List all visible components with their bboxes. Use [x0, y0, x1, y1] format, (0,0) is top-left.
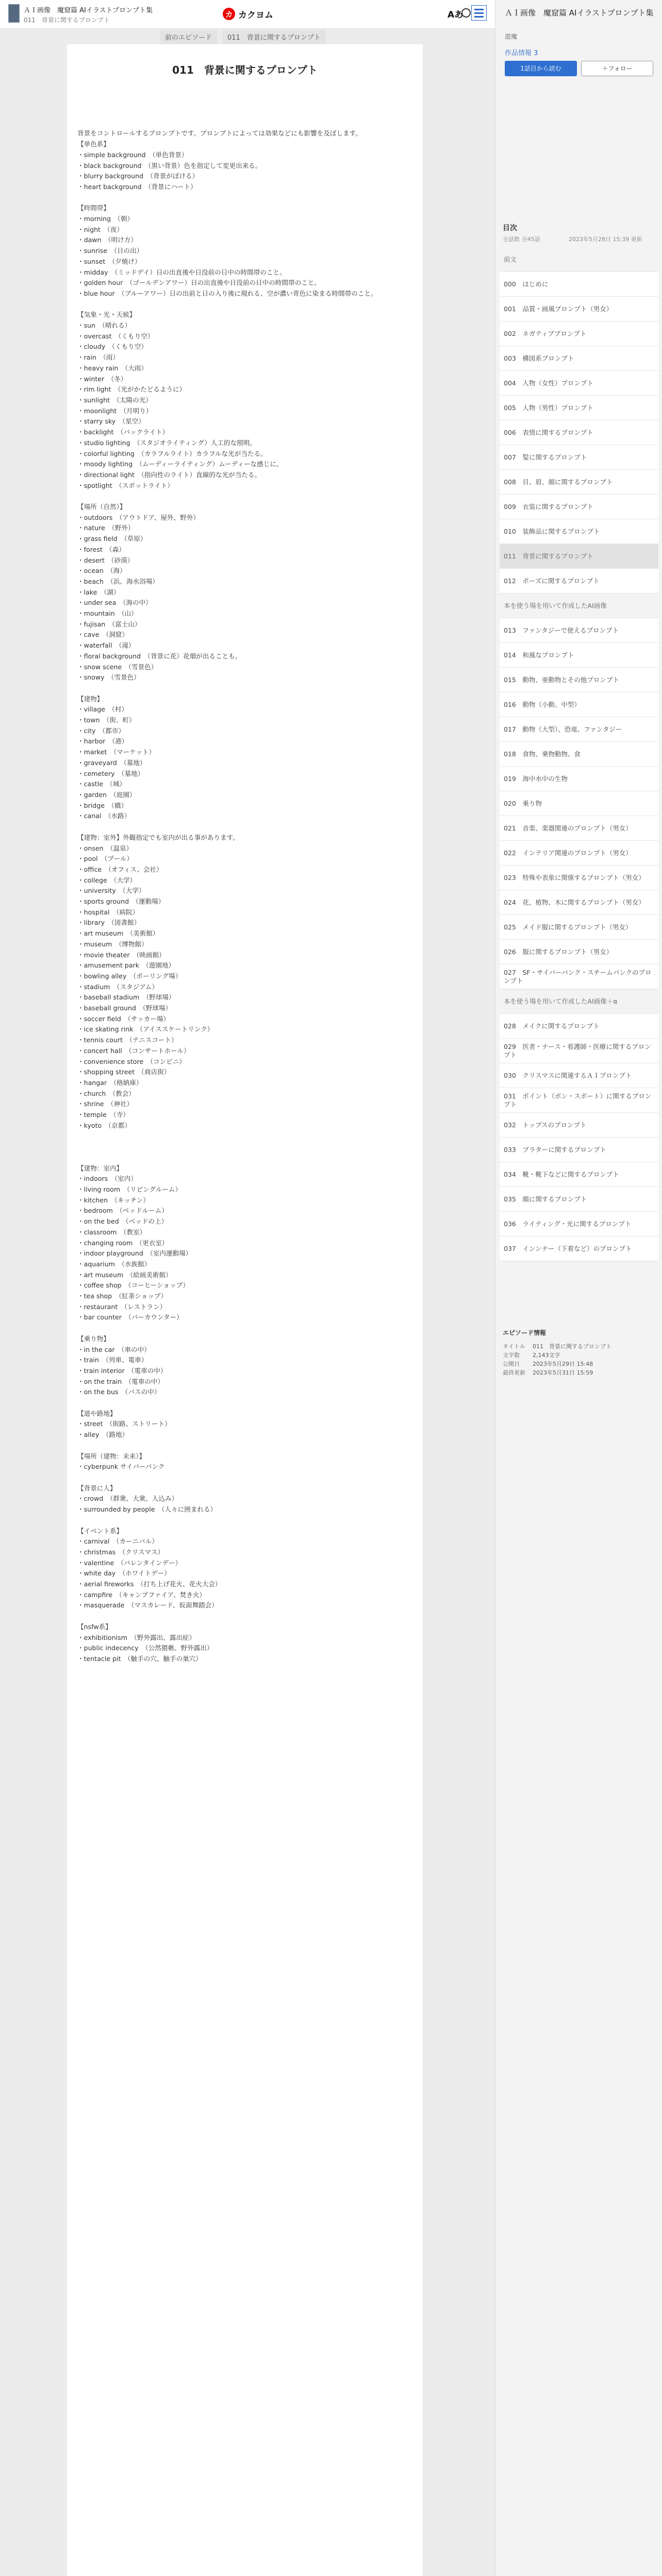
breadcrumb — [160, 30, 326, 44]
toc-item[interactable]: 033 ブラターに関するプロンプト — [500, 1138, 658, 1162]
dark-mode-icon[interactable] — [461, 8, 471, 18]
episode-info-row — [503, 1368, 655, 1377]
toc-item[interactable]: 014 和風なプロンプト — [500, 643, 658, 668]
follow-button[interactable] — [581, 61, 653, 76]
toc-list — [500, 247, 658, 1369]
toc-item-current[interactable]: 011 背景に関するプロンプト — [500, 544, 658, 569]
toc-item[interactable]: 005 人物（男性）プロンプト — [500, 396, 658, 420]
toc-item[interactable]: 006 表情に関するプロンプト — [500, 420, 658, 445]
toc-item[interactable]: 031 ボイント（ボン・スポート）に関するプロンプト — [500, 1088, 658, 1113]
info-value: 2,143文字 — [533, 1352, 560, 1359]
toc-item[interactable]: 036 ライティング・光に関するプロンプト — [500, 1212, 658, 1236]
toc-item[interactable]: 007 髪に関するプロンプト — [500, 445, 658, 470]
toc-item[interactable]: 029 医者・ナース・看護師・医療に関するプロンプト — [500, 1039, 658, 1063]
follow-label: フォロー — [608, 65, 633, 72]
info-value: 011 背景に関するプロンプト — [533, 1343, 611, 1350]
toc-item[interactable]: 001 品質・画風プロンプト（男女） — [500, 297, 658, 321]
toc-item[interactable]: 032 トップスのプロンプト — [500, 1113, 658, 1138]
read-first-button[interactable]: 1話目から読む — [505, 61, 577, 76]
work-title[interactable]: ＡＩ画像 魔窟篇 AIイラストプロンプト集 — [24, 7, 153, 14]
sidebar-author[interactable]: 遊魔 — [505, 33, 518, 40]
toc-count: 全話数 全45話 — [503, 236, 540, 243]
follow-plus-icon: ＋ — [602, 65, 608, 72]
toc-item[interactable]: 000 はじめに — [500, 272, 658, 297]
episode-title: 011 背景に関するプロンプト — [172, 64, 318, 76]
toc-chapter: 本を使う場を用いて作成したAI画像 — [500, 594, 658, 618]
toc-item[interactable]: 021 音楽、楽器関連のプロンプト（男女） — [500, 816, 658, 841]
kakuyomu-logo-icon: カ — [223, 8, 235, 20]
episode-body: 背景をコントロールするプロンプトです。プロンプトによっては効果などにも影響を及ぼします。 【単色系】 ・simple background （単色背景） ・black background （黒い背景）色を指定して変更出来る。 ・blurry background （背景がぼける） ・heart background （背景にハート） 【時間帯】 ・morning （朝） ・night （夜） ・dawn （明け方） ・sunrise （日の出） ・sunset （夕焼け） ・midday （ミッドデイ）日の出直後や日没前の日中の時間帯のこと。 ・golden hour （ゴールデンアワー）日の出直後や日没前の日中の時間帯のこと。 ・blue hour （ブルーアワー）日の出前と日の入り後に現れる、空が濃い青色に染まる時間帯のこと。 【気象・光・天候】 ・sun （晴れる） ・overcast （くもり空） ・cloudy （くもり空） ・rain （雨） ・heavy rain （大雨） ・winter （冬） ・rim light （光がかたどるように） ・sunlight （太陽の光） ・moonlight （月明り） ・starry sky （星空） ・backlight （バックライト） ・studio lighting （スタジオライティング）人工的な照明。 ・colorful lighting （カラフルライト）カラフルな光が当たる。 ・moody lighting （ムーディーライティング）ムーディーな感じに。 ・directional light （指向性のライト）直線的な光が当たる。 ・spotlight （スポットライト） 【場所（自然）】 ・outdoors （アウトドア、屋外、野外） ・nature （野外） ・grass field （草原） ・forest （森） ・desert （砂漠） ・ocean （海） ・beach （浜、海水浴場） ・lake （湖） ・under sea （海の中） ・mountain （山） ・fujisan （富士山） ・cave （洞窟） ・waterfall （滝） ・floral background （背景に花）花畑が出ることも。 ・snow scene （雪景色） ・snowy （雪景色） 【建物】 ・village （村） ・town （街、町） ・city （都市） ・harbor （港） ・market （マーケット） ・graveyard （墓地） ・cemetery （墓地） ・castle （城） ・garden （庭園） ・bridge （橋） ・canal （水路） 【建物：室外】外観指定でも室内が出る事があります。 ・onsen （温泉） ・pool （プール） ・office （オフィス、会社） ・college （大学） ・university （大学） ・sports ground （運動場） ・hospital （病院） ・library （図書館） ・art museum （美術館） ・museum （博物館） ・movie theater （映画館） ・amusement park （遊園地） ・bowling alley （ボーリング場） ・stadium （スタジアム） ・baseball stadium （野球場） ・baseball ground （野球場） ・soccer field （サッカー場） ・ice skating rink （アイススケートリンク） ・tennis court （テニスコート） ・concert hall （コンサートホール） ・convenience store （コンビニ） ・shopping street （商店街） ・hangar （格納庫） ・church （教会） ・shrine （神社） ・temple （寺） ・kyoto （京都） 【建物：室内】 ・indoors （室内） ・living room （リビングルーム） ・kitchen （キッチン） ・bedroom （ベッドルーム） ・on the bed （ベッドの上） ・classroom （教室） ・changing room （更衣室） ・indoor playground （室内運動場） ・aquarium （水族館） ・art museum （絵画美術館） ・coffee shop （コーヒーショップ） ・tea shop （紅茶ショップ） ・restaurant （レストラン） ・bar counter （バーカウンター） 【乗り物】 ・in the car （車の中） ・train （列車、電車） ・train interior （電車の中） ・on the train （電車の中） ・on the bus （バスの中） 【道や路地】 ・street （街路、ストリート） ・alley （路地） 【場所（建物：未来）】 ・cyberpunk サイバーパンク 【背景に人】 ・crowd （群衆、大衆、人込み） ・surrounded by people （人々に囲まれる） 【イベント系】 ・carnival （カーニバル） ・christmas （クリスマス） ・valentine （バレンタインデー） ・white day （ホワイトデー） ・aerial fireworks （打ち上げ花火、花火大会） ・campfire （キャンプファイア、焚き火） ・masquerade （マスカレード、仮面舞踏会） 【nsfw系】 ・exhibitionism （野外露出、露出症） ・public indecency （公然猥褻、野外露出） ・tentacle pit （触手の穴、触手の巣穴） — [77, 129, 377, 1663]
site-name: カクヨム — [238, 10, 273, 21]
toc-chapter: 前文 — [500, 247, 658, 272]
episode-main — [67, 44, 423, 2576]
toc-item[interactable]: 010 装飾品に関するプロンプト — [500, 519, 658, 544]
episode-info-row — [503, 1342, 655, 1351]
info-key: 公開日 — [503, 1361, 520, 1367]
toc-item[interactable]: 030 クリスマスに関連するＡＩプロンプト — [500, 1063, 658, 1088]
toc-item[interactable]: 017 動物（大型）、恐竜、ファンタジー — [500, 717, 658, 742]
episode-info-row — [503, 1351, 655, 1360]
toc-item[interactable]: 037 インンナー（下着など）のプロンプト — [500, 1236, 658, 1261]
toc-item[interactable]: 009 衣装に関するプロンプト — [500, 495, 658, 519]
episode-info-row — [503, 1360, 655, 1368]
toc-chapter: 本を使う場を用いて作成したAI画像＋α — [500, 989, 658, 1014]
toc-item[interactable]: 019 海中水中の生物 — [500, 767, 658, 791]
toc-item[interactable]: 020 乗り物 — [500, 791, 658, 816]
toc-heading: 目次 — [503, 224, 517, 232]
toc-item[interactable]: 035 顔に関するプロンプト — [500, 1187, 658, 1212]
toc-item[interactable]: 026 服に関するプロンプト（男女） — [500, 940, 658, 964]
font-size-button[interactable]: Aあ — [448, 10, 464, 20]
toc-item[interactable]: 022 インテリア関連のプロンプト（男女） — [500, 841, 658, 866]
episode-info — [503, 1328, 655, 1377]
episode-subtitle: 011 背景に関するプロンプト — [24, 16, 110, 24]
toc-item[interactable]: 034 靴・靴下などに関するプロンプト — [500, 1162, 658, 1187]
toc-item[interactable]: 028 メイクに関するプロンプト — [500, 1014, 658, 1039]
toc-updated-date: 2023年5月28日 15:39 更新 — [569, 236, 642, 243]
toc-item[interactable]: 016 動物（小動、中型） — [500, 692, 658, 717]
info-key: タイトル — [503, 1343, 525, 1350]
work-info-link[interactable]: 作品情報 3 — [505, 49, 538, 57]
toc-item[interactable]: 003 構図系プロンプト — [500, 346, 658, 371]
info-value: 2023年5月29日 15:48 — [533, 1361, 593, 1367]
info-key: 最終更新 — [503, 1369, 525, 1376]
prev-episode-link[interactable]: 前のエピソード — [160, 30, 217, 44]
site-logo[interactable] — [223, 6, 273, 22]
episode-info-heading: エピソード情報 — [503, 1329, 547, 1336]
toc-item[interactable]: 018 食物、乗物動物、食 — [500, 742, 658, 767]
sidebar — [495, 0, 662, 2576]
info-value: 2023年5月31日 15:59 — [533, 1369, 593, 1376]
info-key: 文字数 — [503, 1352, 520, 1359]
toc-item[interactable]: 013 ファンタジーで使えるプロンプト — [500, 618, 658, 643]
menu-button[interactable] — [471, 5, 487, 21]
current-episode-crumb: 011 背景に関するプロンプト — [222, 30, 326, 44]
toc-item[interactable]: 008 目、眉、顔に関するプロンプト — [500, 470, 658, 495]
toc-item[interactable]: 015 動物、亜動物とその他プロンプト — [500, 668, 658, 692]
toc-item[interactable]: 004 人物（女性）プロンプト — [500, 371, 658, 396]
toc-item[interactable]: 012 ポーズに関するプロンプト — [500, 569, 658, 594]
toc-item[interactable]: 002 ネガティブプロンプト — [500, 321, 658, 346]
toc-item[interactable]: 024 花、植物、木に関するプロンプト（男女） — [500, 890, 658, 915]
toc-item[interactable]: 027 SF・サイバーパンク・スチームパンクのプロンプト — [500, 964, 658, 989]
work-cover-thumbnail[interactable] — [8, 4, 20, 23]
toc-item[interactable]: 025 メイド服に関するプロンプト（男女） — [500, 915, 658, 940]
toc-item[interactable]: 023 特殊や表象に関係するプロンプト（男女） — [500, 866, 658, 890]
sidebar-work-title[interactable]: ＡＩ画像 魔窟篇 AIイラストプロンプト集 — [505, 8, 654, 18]
